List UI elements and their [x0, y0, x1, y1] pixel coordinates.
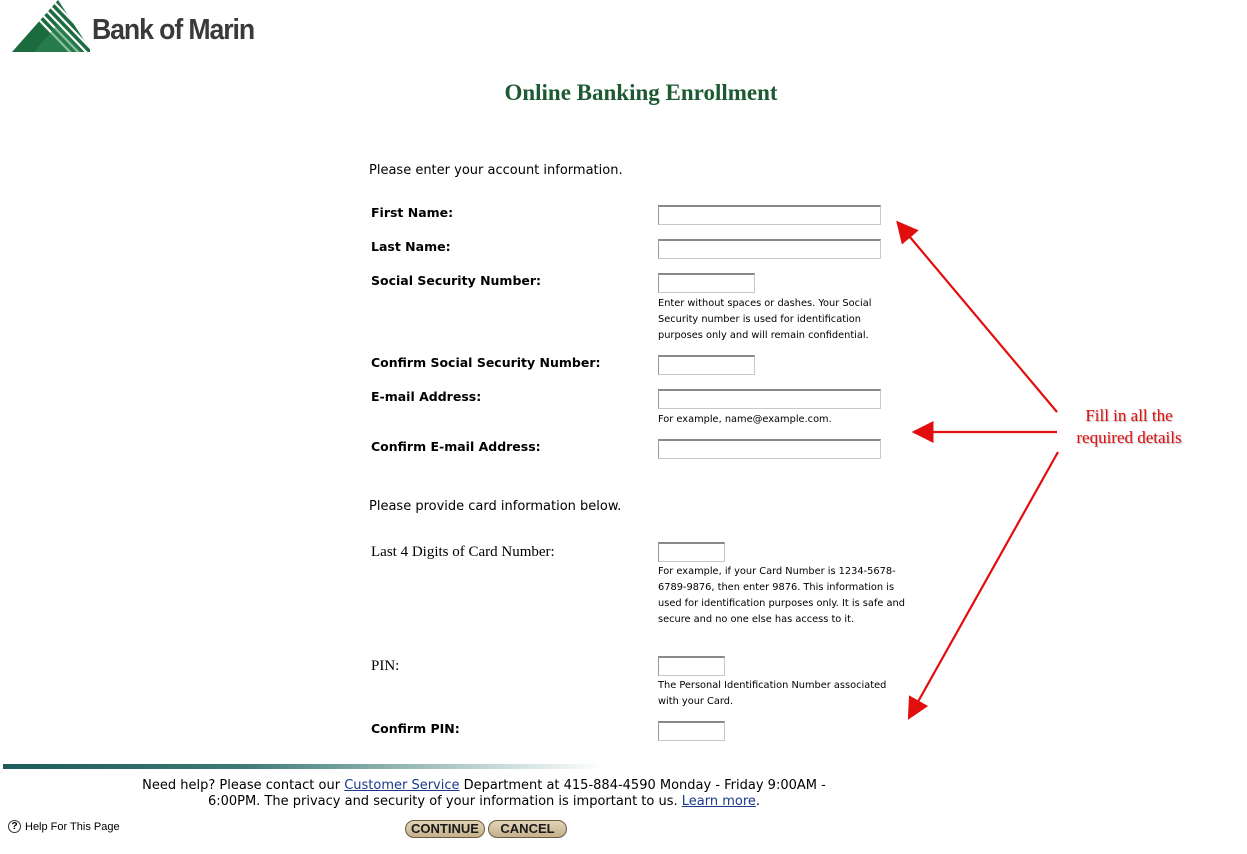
confirm-ssn-label: Confirm Social Security Number: — [371, 355, 601, 370]
confirm-pin-label: Confirm PIN: — [371, 721, 460, 736]
help-middle: Department at 415-884-4590 Monday - Friday 9:00AM - 6:00PM. The privacy and security of your information is important to us. — [207, 778, 826, 809]
learn-more-link[interactable]: Learn more — [681, 794, 756, 809]
ssn-help-text: Enter without spaces or dashes. Your Social Security number is used for identification purposes only and will remain confidential. — [658, 298, 872, 341]
card-section-intro: Please provide card information below. — [369, 499, 622, 514]
last-name-label: Last Name: — [371, 239, 451, 254]
email-help-text: For example, name@example.com. — [658, 414, 832, 425]
annotation-line-2: required details — [1076, 428, 1182, 447]
annotation-text — [1058, 405, 1200, 449]
annotation-line-1: Fill in all the — [1085, 406, 1173, 425]
continue-button[interactable]: CONTINUE — [405, 820, 485, 838]
help-for-this-page[interactable] — [8, 820, 120, 833]
help-page-label: Help For This Page — [25, 820, 120, 833]
help-prefix: Need help? Please contact our — [142, 778, 345, 793]
bank-name: Bank of Marin — [92, 14, 255, 46]
email-label: E-mail Address: — [371, 389, 482, 404]
confirm-email-label: Confirm E-mail Address: — [371, 439, 541, 454]
pin-help-text: The Personal Identification Number associated with your Card. — [658, 680, 887, 707]
first-name-label: First Name: — [371, 205, 454, 220]
help-suffix: . — [755, 794, 761, 809]
cancel-button[interactable]: CANCEL — [488, 820, 567, 838]
last4-help-text: For example, if your Card Number is 1234-5678-6789-9876, then enter 9876. This information is used for identification purposes only. It is safe and secure and no one else has access to it. — [658, 566, 905, 625]
customer-service-link[interactable]: Customer Service — [344, 778, 460, 793]
help-contact-text — [118, 778, 850, 810]
account-section-intro: Please enter your account information. — [369, 163, 623, 178]
red-arrow-icon — [899, 224, 1057, 412]
pin-label: PIN: — [371, 658, 400, 674]
red-arrow-icon — [910, 452, 1058, 716]
page-title: Online Banking Enrollment — [504, 80, 778, 105]
last4-label: Last 4 Digits of Card Number: — [371, 544, 555, 560]
question-mark-icon: ? — [8, 820, 21, 833]
ssn-label: Social Security Number: — [371, 273, 542, 288]
footer-divider — [3, 764, 603, 769]
